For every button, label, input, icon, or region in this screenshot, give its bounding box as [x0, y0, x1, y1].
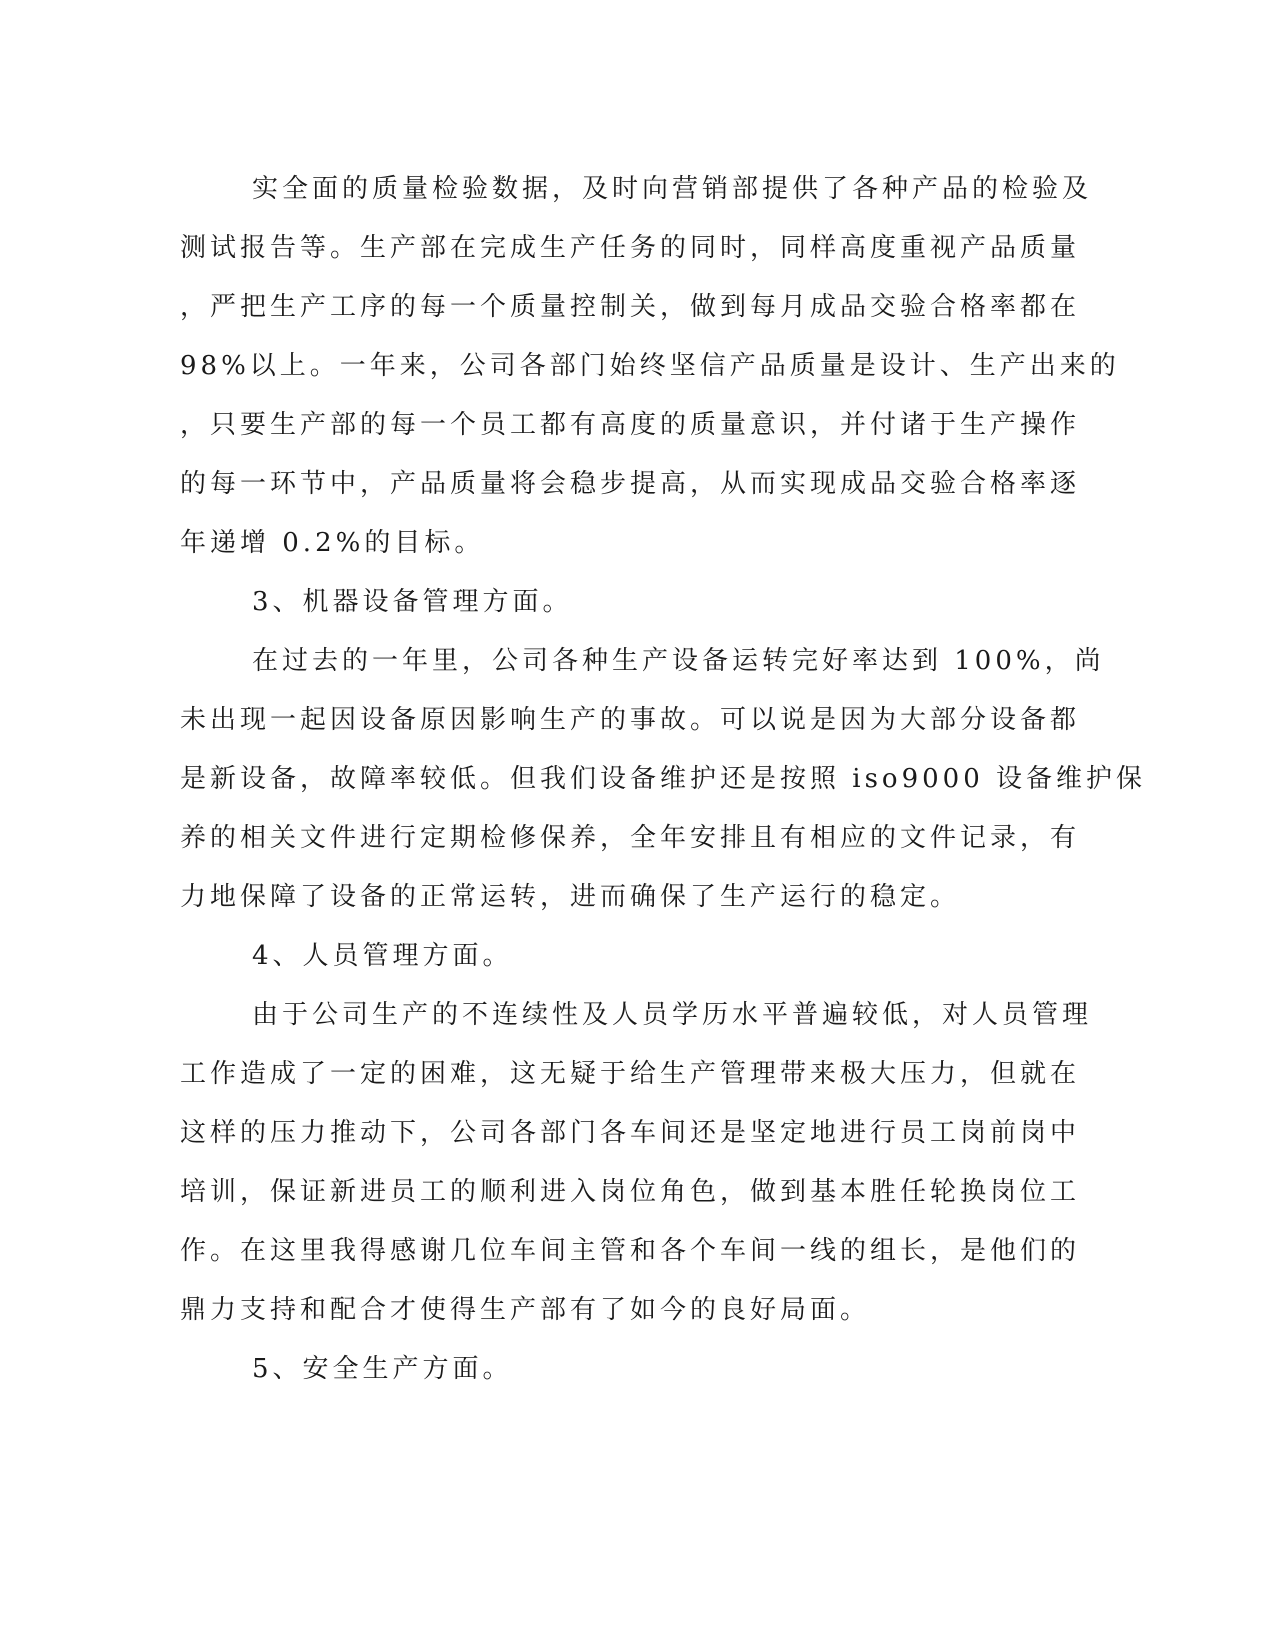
paragraph-line: 未出现一起因设备原因影响生产的事故。可以说是因为大部分设备都 [180, 705, 1081, 735]
paragraph-line: ，严把生产工序的每一个质量控制关，做到每月成品交验合格率都在 [180, 292, 1081, 322]
paragraph-line: 年递增 0.2%的目标。 [180, 528, 485, 558]
section-heading: 5、安全生产方面。 [252, 1354, 513, 1384]
paragraph-line: 测试报告等。生产部在完成生产任务的同时，同样高度重视产品质量 [180, 233, 1081, 263]
paragraph-line: 的每一环节中，产品质量将会稳步提高，从而实现成品交验合格率逐 [180, 469, 1081, 499]
document-body [180, 160, 1147, 1399]
paragraph-line: 在过去的一年里，公司各种生产设备运转完好率达到 100%，尚 [252, 646, 1105, 676]
paragraph-line: 养的相关文件进行定期检修保养，全年安排且有相应的文件记录，有 [180, 823, 1081, 853]
paragraph-line: 工作造成了一定的困难，这无疑于给生产管理带来极大压力，但就在 [180, 1059, 1081, 1089]
paragraph-line: ，只要生产部的每一个员工都有高度的质量意识，并付诸于生产操作 [180, 410, 1081, 440]
paragraph-line: 作。在这里我得感谢几位车间主管和各个车间一线的组长，是他们的 [180, 1236, 1081, 1266]
paragraph-line: 98%以上。一年来，公司各部门始终坚信产品质量是设计、生产出来的 [180, 351, 1120, 381]
paragraph-line: 是新设备，故障率较低。但我们设备维护还是按照 iso9000 设备维护保 [180, 764, 1147, 794]
paragraph-line: 实全面的质量检验数据，及时向营销部提供了各种产品的检验及 [252, 174, 1093, 204]
paragraph-line: 培训，保证新进员工的顺利进入岗位角色，做到基本胜任轮换岗位工 [180, 1177, 1081, 1207]
paragraph-line: 力地保障了设备的正常运转，进而确保了生产运行的稳定。 [180, 882, 961, 912]
paragraph-line: 鼎力支持和配合才使得生产部有了如今的良好局面。 [180, 1295, 871, 1325]
section-heading: 4、人员管理方面。 [252, 941, 513, 971]
section-heading: 3、机器设备管理方面。 [252, 587, 573, 617]
paragraph-line: 这样的压力推动下，公司各部门各车间还是坚定地进行员工岗前岗中 [180, 1118, 1081, 1148]
paragraph-line: 由于公司生产的不连续性及人员学历水平普遍较低，对人员管理 [252, 1000, 1093, 1030]
